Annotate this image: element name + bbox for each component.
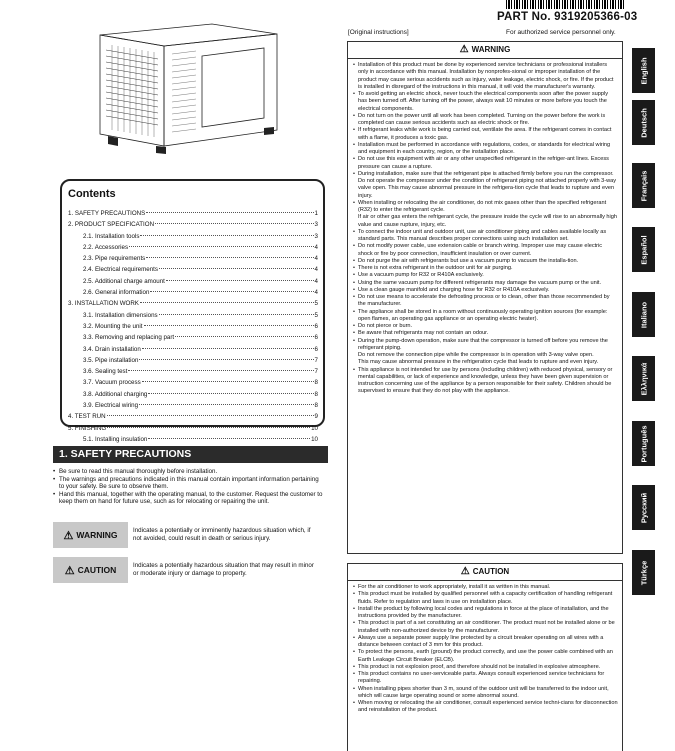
toc-page-number: 10 [311,424,318,432]
toc-page-number: 5 [314,311,318,319]
toc-page-number: 8 [314,379,318,387]
toc-entry[interactable] [68,310,318,321]
toc-entry[interactable] [68,344,318,355]
list-item: • When moving or relocating the air conditioner, consult experienced service techni-cians for disconnection and reinstallation of the product. [353,700,618,715]
toc-entry-title: 1. SAFETY PRECAUTIONS [68,210,146,217]
warning-legend [53,522,316,548]
toc-entry[interactable] [68,434,318,445]
toc-entry-title: 3.2. Mounting the unit [83,322,143,330]
caution-box-title: CAUTION [472,567,510,576]
part-number: PART No. 9319205366-03 [497,11,638,23]
caution-legend-label [53,557,128,583]
toc-entry[interactable] [68,208,318,219]
warning-box-title: WARNING [471,45,511,54]
original-instructions-label: [Original instructions] [348,29,409,36]
list-item: • During the pump-down operation, make sure that the compressor is turned off before you remove the refrigerant piping. [353,338,618,353]
caution-label-text: CAUTION [77,565,117,575]
toc-leader-dots [139,359,313,360]
caution-list [348,581,622,715]
warning-triangle-icon: ⚠ [459,44,469,55]
list-item: • Do not purge the air with refrigerants but use a vacuum pump to vacuum the installa-tion. [353,258,618,265]
list-item: • This product contains no user-serviceable parts. Always consult experienced service technicians for repairing. [353,671,618,686]
toc-page-number: 5 [314,300,318,308]
toc-leader-dots [144,325,314,326]
toc-leader-dots [146,257,313,258]
toc-page-number: 4 [314,243,318,251]
list-item: Do not operate the compressor under the condition of refrigerant piping not attached properly with 3-way valve open. This may cause abnormal pressure in the refrigera-tion cycle that leads to rupture and even injury. [358,178,617,199]
list-item: • Do not use means to accelerate the defrosting process or to clean, other than those recommended by the manufacturer. [353,294,618,309]
list-item: • To connect the indoor unit and outdoor unit, use air conditioner piping and cables available locally as standard parts. This manual describes proper connections using such installation set. [353,229,618,244]
toc-entry-title: 2.5. Additional charge amount [83,277,165,285]
language-tab-8[interactable] [632,550,655,595]
barcode [506,0,624,9]
toc-leader-dots [129,246,313,247]
toc-entry[interactable] [68,423,318,434]
list-item: • This appliance is not intended for use by persons (including children) with reduced physical, sensory or mental capabilities, or lack of experience and knowledge, unless they have been given supervision or instruction concerning use of the appliance by a person responsible for their safety. Children should be supervised to ensure that they do not play with the appliance. [353,367,618,396]
language-tab-label: Português [639,424,648,463]
safety-precautions-heading: 1. SAFETY PRECAUTIONS [53,446,328,463]
list-item: • To avoid getting an electric shock, never touch the electrical components soon after the power supply has been turned off. After turning off the power, always wait 10 minutes or more before you touch the electrical components. [353,91,618,113]
toc-leader-dots [155,223,313,224]
language-tab-7[interactable] [632,485,655,530]
toc-leader-dots [148,393,313,394]
toc-entry-title: 5.1. Installing insulation [83,435,148,443]
toc-entry-title: 2.3. Pipe requirements [83,255,146,263]
list-item: • This product must be installed by qualified personnel with a capacity certification of handling refrigerant fluids. Refer to regulation and laws in use on installation place. [353,591,618,606]
list-item: • Installation must be performed in accordance with regulations, codes, or standards for electrical wiring and equipment in each country, region, or the installation place. [353,142,618,157]
warning-legend-label [53,522,128,548]
toc-leader-dots [175,336,313,337]
toc-entry-title: 2. PRODUCT SPECIFICATION [68,221,155,229]
caution-legend [53,557,316,583]
toc-leader-dots [140,235,313,236]
list-item: • Using the same vacuum pump for different refrigerants may damage the vacuum pump or the unit. [353,280,618,287]
list-item: • Do not pierce or burn. [353,323,618,330]
toc-entry[interactable] [68,219,318,230]
toc-leader-dots [159,314,314,315]
toc-leader-dots [159,268,314,269]
toc-entry-title: 3.4. Drain installation [83,345,141,353]
language-tab-label: Français [639,170,648,201]
authorized-personnel-note: For authorized service personnel only. [506,29,616,36]
toc-page-number: 4 [314,289,318,297]
list-item: Do not remove the connection pipe while the compressor is in operation with 3-way valve open. [358,352,594,358]
toc-page-number: 4 [314,255,318,263]
language-tab-label: Русский [639,492,648,523]
caution-box [347,563,623,751]
warning-box-header [348,42,622,59]
list-item: • Be sure to read this manual thoroughly before installation. [53,468,323,476]
language-tab-label: English [639,56,648,85]
list-item: • Always use a separate power supply line protected by a circuit breaker operating on all wires with a distance between contact of 3 mm for this product. [353,635,618,650]
toc-entry[interactable] [68,366,318,377]
toc-entry-title: 3.9. Electrical wiring [83,402,139,410]
safety-intro-list [53,468,323,506]
toc-entry-title: 3.7. Vacuum process [83,379,141,387]
toc-leader-dots [140,302,314,303]
toc-leader-dots [139,404,314,405]
contents-title: Contents [68,188,116,200]
list-item: • Use a vacuum pump for R32 or R410A exclusively. [353,272,618,279]
caution-legend-description: Indicates a potentially hazardous situation that may result in minor or moderate injury or damage to property. [133,562,314,577]
toc-leader-dots [142,348,314,349]
list-item: This may cause abnormal pressure in the refrigeration cycle that leads to rupture and even injury. [358,359,599,366]
toc-leader-dots [150,291,313,292]
caution-triangle-icon: ⚠ [64,564,75,577]
toc-entry[interactable] [68,264,318,275]
language-tab-label: Italiano [639,301,648,328]
toc-page-number: 3 [314,232,318,240]
list-item: • When installing or relocating the air conditioner, do not mix gases other than the specified refrigerant (R32) to enter the refrigerant cycle. [353,200,618,215]
table-of-contents [60,179,325,443]
toc-entry-title: 3.1. Installation dimensions [83,311,158,319]
toc-entry[interactable] [68,355,318,366]
language-tab-3[interactable] [632,227,655,272]
language-tab-0[interactable] [632,48,655,93]
list-item: • The warnings and precautions indicated in this manual contain important information pertaining to your safety. Be sure to observe them. [53,476,323,491]
list-item: • This product is part of a set constituting an air conditioner. The product must not be installed alone or be installed with non-authorized device by the manufacturer. [353,620,618,635]
toc-entry-title: 2.1. Installation tools [83,232,140,240]
language-tab-label: Deutsch [639,107,648,138]
toc-entry-title: 3.5. Pipe installation [83,356,139,364]
list-item: • Do not turn on the power until all work has been completed. Turning on the power before the work is completed can cause serious accidents such as electric shock or fire. [353,113,618,128]
list-item: • Install the product by following local codes and regulations in force at the place of installation, and the instructions provided by the manufacturer. [353,606,618,621]
toc-entry-title: 2.6. General information [83,289,150,297]
language-tab-label: Ελληνικά [639,362,648,395]
list-item: • Do not modify power cable, use extension cable or branch wiring. Improper use may cause electric shock or fire by poor connection, insufficient insulation or over current. [353,243,618,258]
warning-list [348,59,622,396]
toc-entry[interactable] [68,389,318,400]
toc-leader-dots [142,381,314,382]
toc-page-number: 4 [314,277,318,285]
list-item: • This product is not explosion proof, and therefore should not be installed in explosive atmosphere. [353,664,618,671]
toc-entry[interactable] [68,377,318,388]
language-tab-label: Türkçe [639,560,648,585]
toc-entry-title: 2.4. Electrical requirements [83,266,158,274]
language-tab-1[interactable] [632,100,655,145]
list-item: • If refrigerant leaks while work is being carried out, ventilate the area. If the refrigerant comes in contact with a flame, it produces a toxic gas. [353,127,618,142]
language-tab-6[interactable] [632,421,655,466]
toc-entry-title: 3.6. Sealing test [83,368,128,376]
toc-entry-title: 3.3. Removing and replacing part [83,334,175,342]
toc-entry-title: 3.8. Additional charging [83,390,148,398]
toc-leader-dots [146,212,313,213]
toc-entry[interactable] [68,253,318,264]
toc-leader-dots [107,415,314,416]
list-item: • Use a clean gauge manifold and charging hose for R32 or R410A exclusively. [353,287,618,294]
toc-page-number: 9 [314,413,318,421]
toc-page-number: 10 [311,435,318,443]
toc-entry[interactable] [68,332,318,343]
toc-leader-dots [166,280,314,281]
language-tab-4[interactable] [632,292,655,337]
toc-entry[interactable] [68,321,318,332]
toc-entry[interactable] [68,400,318,411]
list-item: • When installing pipes shorter than 3 m, sound of the outdoor unit will be transferred to the indoor unit, which will cause large operating sound or some abnormal sound. [353,686,618,701]
outdoor-unit-illustration [92,20,282,155]
warning-triangle-icon: ⚠ [63,529,74,542]
toc-page-number: 6 [314,345,318,353]
list-item: If air or other gas enters the refrigerant cycle, the pressure inside the cycle will rise to an abnormally high value and cause rupture, injury, etc. [358,214,617,228]
toc-page-number: 1 [314,210,318,217]
toc-page-number: 6 [314,322,318,330]
toc-page-number: 7 [314,368,318,376]
warning-label-text: WARNING [76,530,118,540]
toc-entry[interactable] [68,287,318,298]
toc-entry[interactable] [68,298,318,309]
toc-page-number: 8 [314,402,318,410]
toc-page-number: 3 [314,221,318,229]
toc-entry[interactable] [68,411,318,422]
toc-leader-dots [128,370,313,371]
list-item: • The appliance shall be stored in a room without continuously operating ignition sources (for example: open flames, an operating gas appliance or an operating electric heater). [353,309,618,324]
list-item: • Do not use this equipment with air or any other unspecified refrigerant in the refriger-ant lines. Excess pressure can cause a rupture. [353,156,618,171]
toc-entry[interactable] [68,242,318,253]
toc-page-number: 8 [314,390,318,398]
toc-entry[interactable] [68,276,318,287]
list-item: • For the air conditioner to work appropriately, install it as written in this manual. [353,584,618,591]
list-item: • There is not extra refrigerant in the outdoor unit for air purging. [353,265,618,272]
toc-page-number: 4 [314,266,318,274]
toc-entry-title: 3. INSTALLATION WORK [68,300,139,308]
toc-entry[interactable] [68,231,318,242]
language-tab-5[interactable] [632,356,655,401]
caution-box-header [348,564,622,581]
language-tab-2[interactable] [632,163,655,208]
toc-leader-dots [148,438,310,439]
list-item: • During installation, make sure that the refrigerant pipe is attached firmly before you run the compressor. [353,171,618,178]
list-item: • Be aware that refrigerants may not contain an odour. [353,330,618,337]
list-item: • Installation of this product must be done by experienced service technicians or professional installers only in accordance with this manual. Installation by nonprofes-sional or improper installation of the product may cause serious accidents such as injury, water leakage, electric shock, or fire. If the product is installed in disregard of the instructions in this manual, it will void the manufacturer's warranty. [353,62,618,91]
toc-leader-dots [107,427,310,428]
toc-list [68,208,318,445]
warning-legend-description: Indicates a potentially or imminently hazardous situation which, if not avoided, could result in death or serious injury. [133,527,311,542]
toc-page-number: 6 [314,334,318,342]
toc-entry-title: 5. FINISHING [68,424,107,432]
toc-entry-title: 2.2. Accessories [83,243,129,251]
toc-entry-title: 4. TEST RUN [68,413,106,421]
list-item: • Hand this manual, together with the operating manual, to the customer. Request the customer to keep them on hand for future use, such as for relocating or repairing the unit. [53,491,323,506]
language-tab-label: Español [639,234,648,265]
caution-triangle-icon: ⚠ [460,566,470,577]
warning-box [347,41,623,554]
toc-page-number: 7 [314,356,318,364]
list-item: • To protect the persons, earth (ground) the product correctly, and use the power cable combined with an Earth Leakage Circuit Breaker (ELCB). [353,649,618,664]
